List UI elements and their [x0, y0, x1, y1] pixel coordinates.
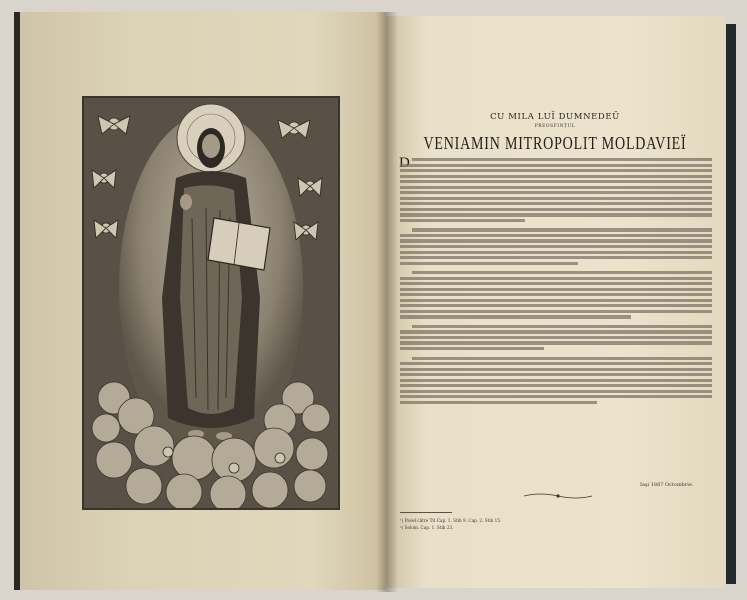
text-line: [400, 336, 712, 339]
text-line: [400, 197, 712, 200]
text-line: [400, 175, 712, 178]
text-line: [400, 262, 578, 265]
text-line: [400, 293, 712, 296]
ornament-divider-icon: [522, 492, 594, 500]
text-line: [400, 315, 631, 318]
text-line: [400, 362, 712, 365]
text-line: [400, 234, 712, 237]
text-line: [400, 277, 712, 280]
text-line: [400, 164, 712, 167]
page-heading-small: PREOSFINȚUL: [534, 124, 576, 129]
text-line: [400, 379, 712, 382]
paragraph-gap: [400, 406, 712, 410]
signature-date: Iaşi 1887 Octombrie.: [640, 482, 694, 488]
text-line: [400, 401, 597, 404]
book-cover-edge: [726, 24, 736, 584]
text-line: [400, 169, 712, 172]
text-line: [400, 180, 712, 183]
page-title: VENIAMIN MITROPOLIT MOLDAVIEÏ: [423, 135, 687, 154]
text-line: [412, 158, 712, 161]
text-line: [400, 186, 712, 189]
footnote-1: ¹) Pavel către Tit Cap. 1. Stih 9. Cap. 2. Stih 15.: [400, 518, 502, 523]
footnote-2: ²) Solom. Cap. 1. Stih 23.: [400, 525, 454, 530]
christ-engraving-icon: [82, 96, 340, 510]
text-line: [400, 390, 712, 393]
text-line: [400, 202, 712, 205]
text-line: [400, 310, 712, 313]
book-gutter: [376, 12, 398, 592]
text-line: [400, 288, 712, 291]
text-line: [400, 330, 712, 333]
footnote-rule: [400, 512, 452, 513]
page-heading-top: CU MILA LUÏ DUMNEDEŬ: [490, 112, 620, 122]
text-line: [400, 304, 712, 307]
text-line: [400, 191, 712, 194]
text-line: [412, 357, 712, 360]
body-text-block: [400, 158, 712, 488]
text-line: [400, 256, 712, 259]
text-line: [400, 208, 712, 211]
text-line: [400, 368, 712, 371]
text-line: [400, 395, 712, 398]
text-line: [412, 325, 712, 328]
text-line: [412, 271, 712, 274]
text-line: [400, 373, 712, 376]
text-line: [400, 251, 712, 254]
text-line: [400, 341, 712, 344]
text-line: [400, 384, 712, 387]
left-page: [14, 12, 386, 590]
text-line: [400, 213, 712, 216]
text-line: [400, 219, 525, 222]
text-line: [400, 239, 712, 242]
text-line: [400, 299, 712, 302]
text-line: [412, 228, 712, 231]
text-line: [400, 282, 712, 285]
text-line: [400, 245, 712, 248]
text-line: [400, 347, 544, 350]
